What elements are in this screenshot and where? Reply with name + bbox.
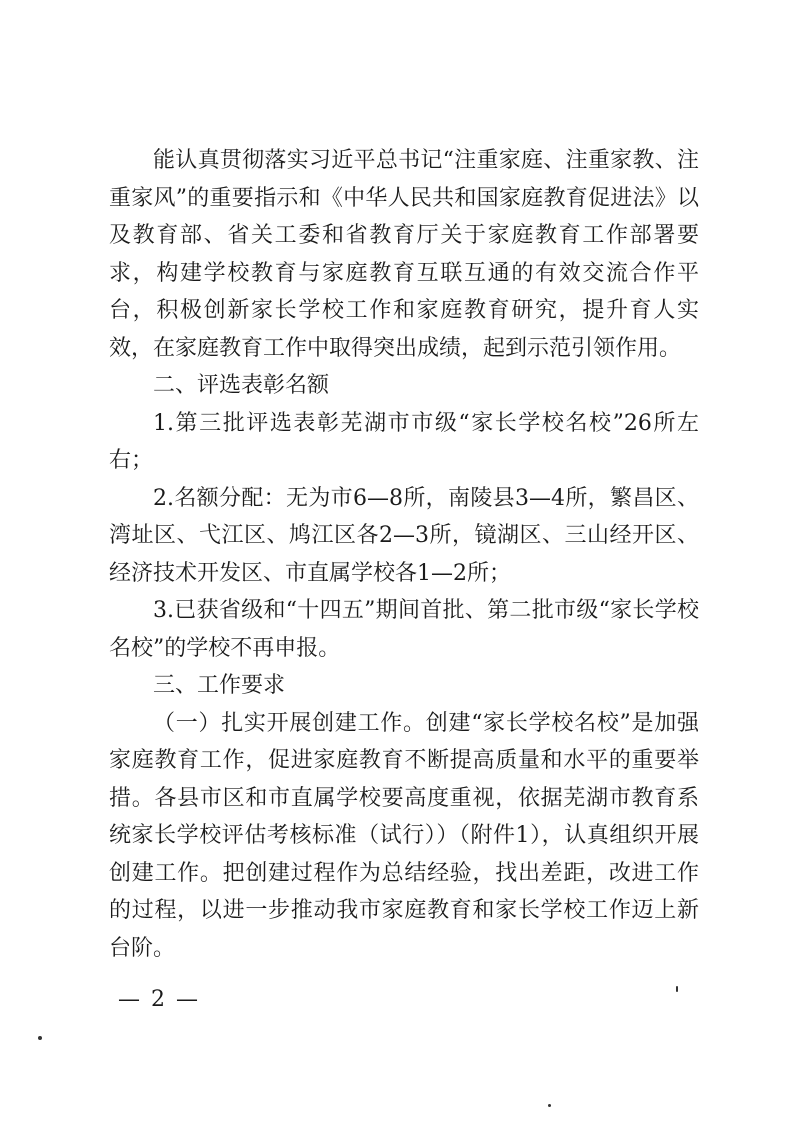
document-body: [109, 142, 699, 967]
scan-speck: [676, 986, 678, 992]
paragraph-quota-1: 1.第三批评选表彰芜湖市市级“家长学校名校”26所左右；: [109, 410, 699, 473]
paragraph-quota-3: 3.已获省级和“十四五”期间首批、第二批市级“家长学校名校”的学校不再申报。: [109, 598, 699, 661]
section-heading-quota: 二、评选表彰名额: [153, 373, 330, 398]
scan-speck: [548, 1104, 551, 1107]
scan-speck: [38, 1036, 42, 1040]
page-number: — 2 —: [118, 987, 200, 1012]
paragraph-intro: 能认真贯彻落实习近平总书记“注重家庭、注重家教、注重家风”的重要指示和《中华人民共和国家庭教育促进法》以及教育部、省关工委和省教育厅关于家庭教育工作部署要求，构建学校教育与家庭教育互联互通的有效交流合作平台，积极创新家长学校工作和家庭教育研究，提升育人实效，在家庭教育工作中取得突出成绩，起到示范引领作用。: [109, 148, 699, 361]
paragraph-quota-2: 2.名额分配：无为市6—8所，南陵县3—4所，繁昌区、湾址区、弋江区、鸠江区各2—3所，镜湖区、三山经开区、经济技术开发区、市直属学校各1—2所；: [109, 485, 699, 586]
section-heading-requirements: 三、工作要求: [153, 673, 286, 698]
paragraph-requirements-1: （一）扎实开展创建工作。创建“家长学校名校”是加强家庭教育工作，促进家庭教育不断提高质量和水平的重要举措。各县市区和市直属学校要高度重视，依据芜湖市教育系统家长学校评估考核标准（试行））（附件1），认真组织开展创建工作。把创建过程作为总结经验，找出差距，改进工作的过程，以进一步推动我市家庭教育和家长学校工作迈上新台阶。: [109, 710, 699, 961]
